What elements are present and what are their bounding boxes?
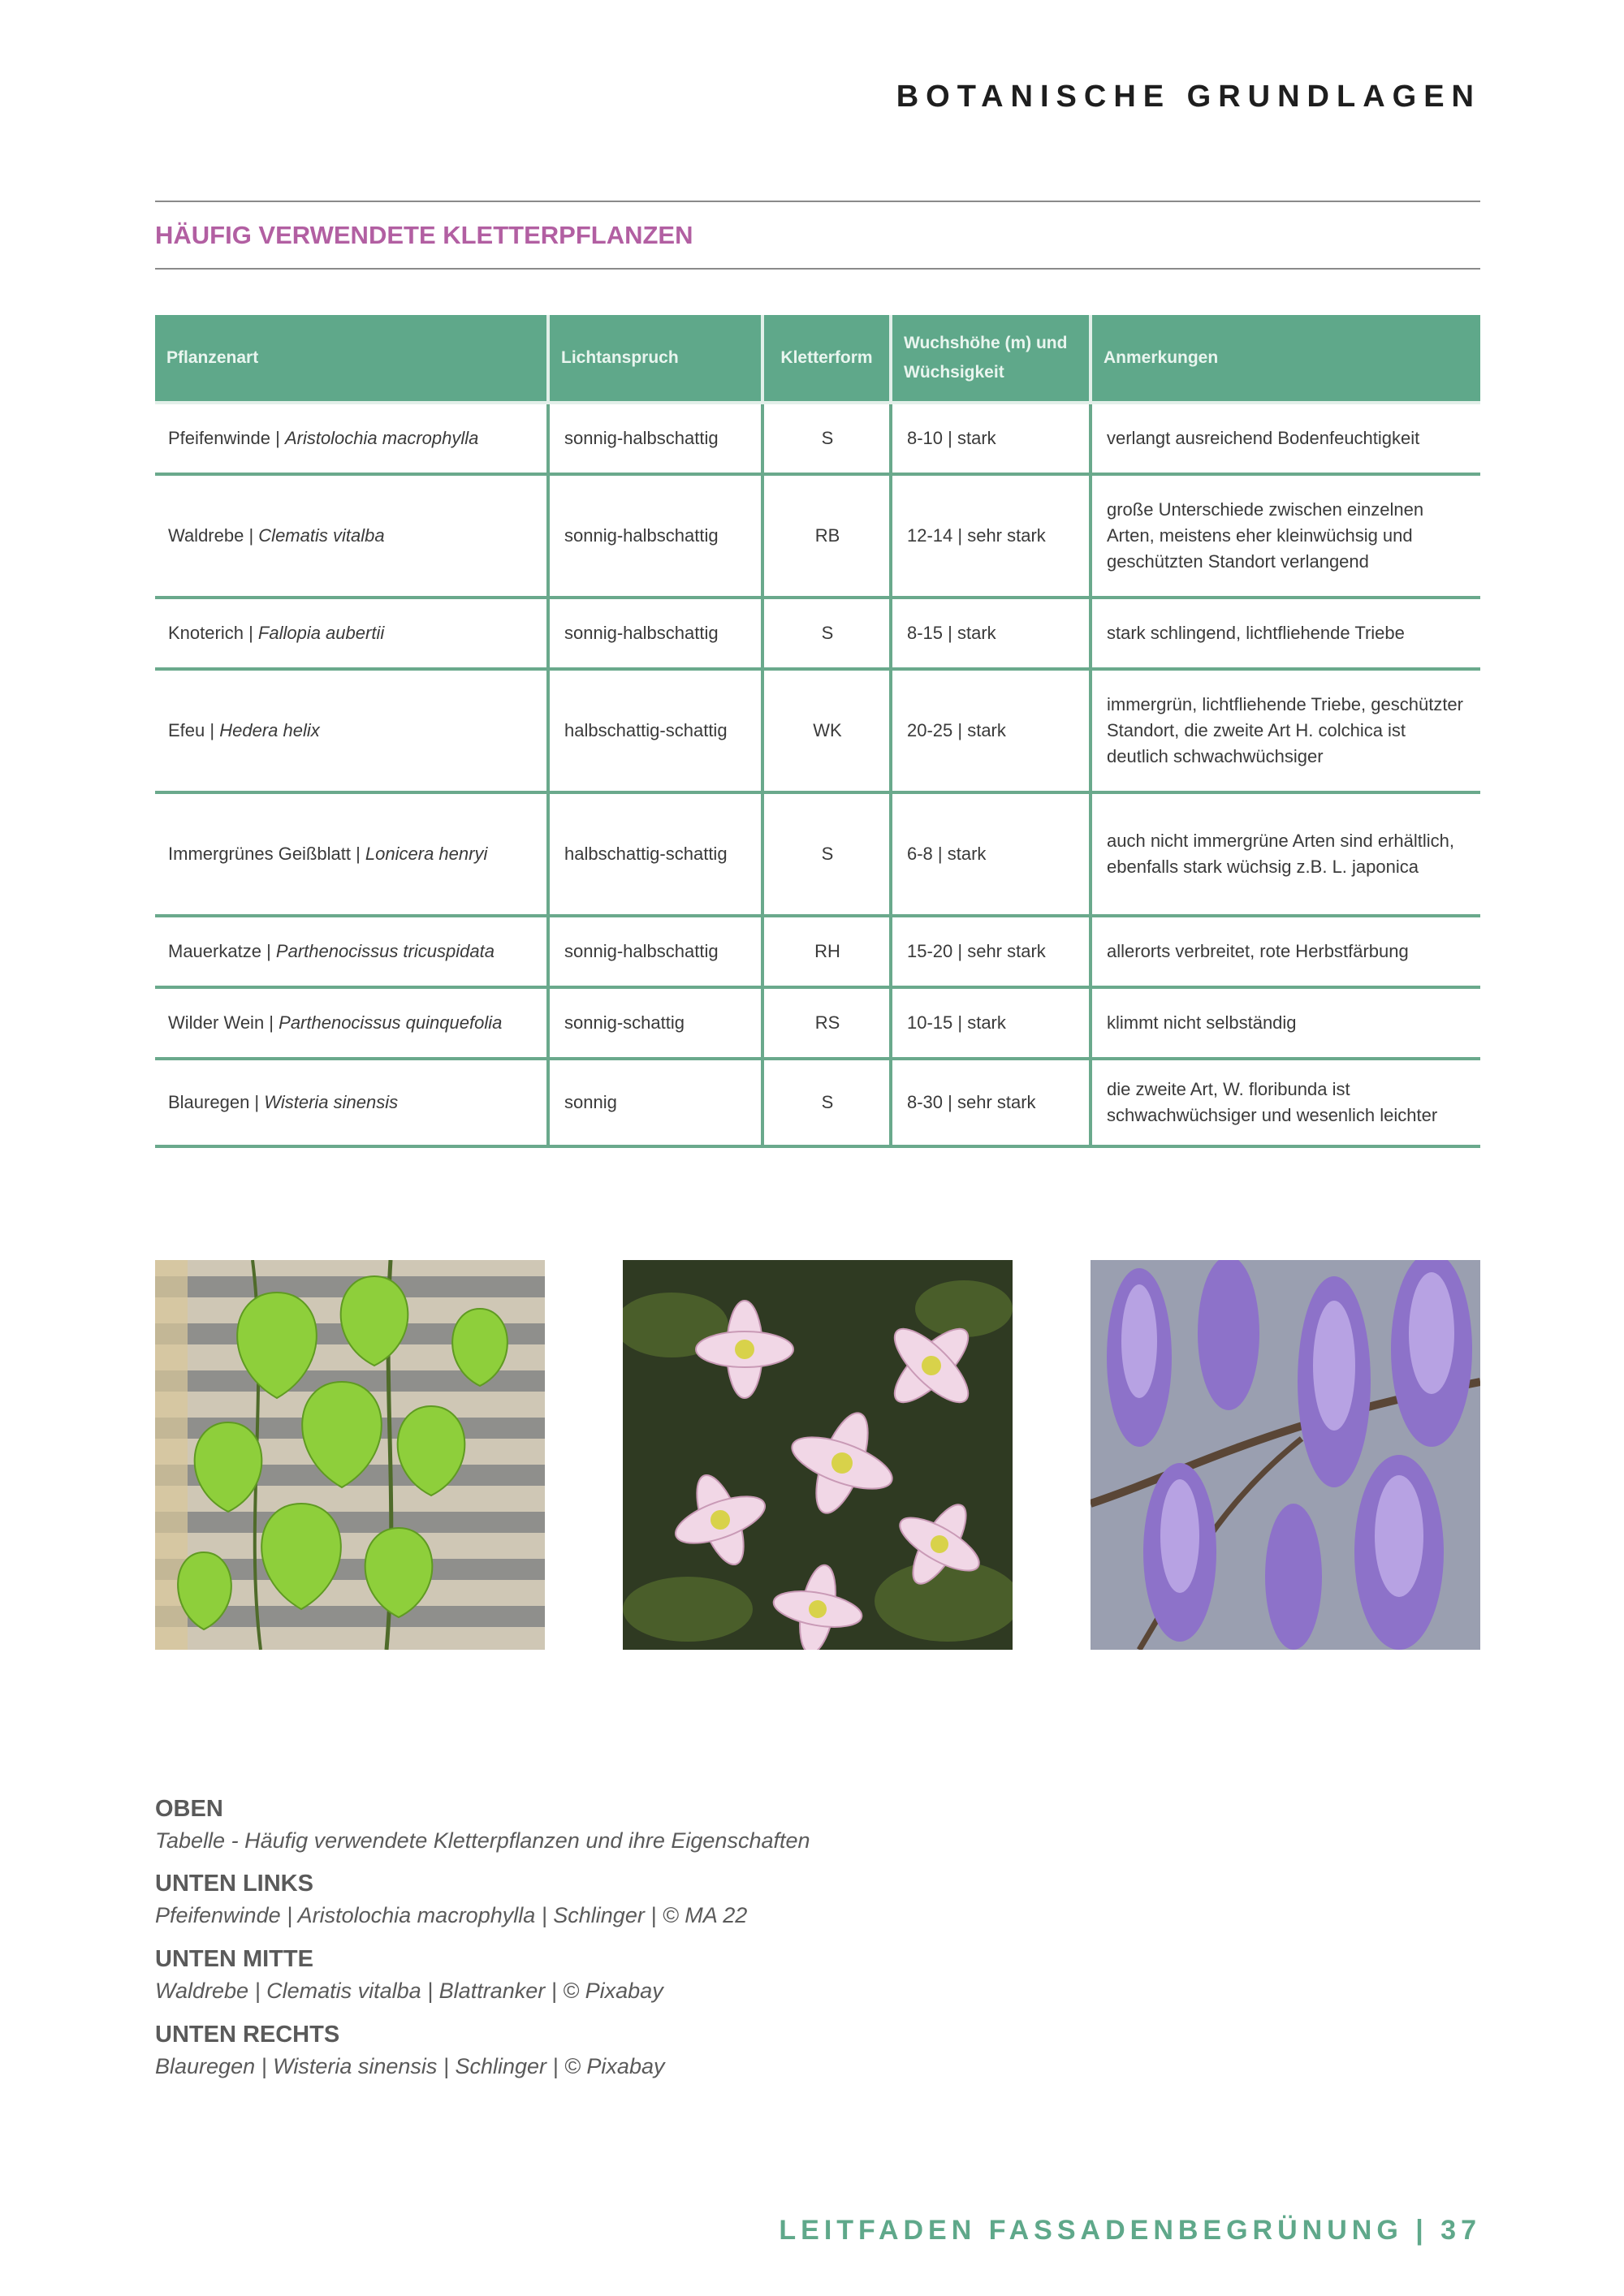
cell-plant-name: Waldrebe | Clematis vitalba bbox=[155, 474, 548, 598]
cell-notes: auch nicht immergrüne Arten sind erhältlich, ebenfalls stark wüchsig z.B. L. japonica bbox=[1091, 792, 1480, 916]
cell-growth: 15-20 | sehr stark bbox=[891, 916, 1091, 987]
cell-notes: immergrün, lichtfliehende Triebe, geschützter Standort, die zweite Art H. colchica ist deutlich schwachwüchsiger bbox=[1091, 669, 1480, 792]
caption-text-bottom-right: Blauregen | Wisteria sinensis | Schlinger | © Pixabay bbox=[155, 2054, 665, 2078]
cell-notes: klimmt nicht selbständig bbox=[1091, 987, 1480, 1059]
cell-growth: 8-10 | stark bbox=[891, 403, 1091, 474]
page-footer: LEITFADEN FASSADENBEGRÜNUNG | 37 bbox=[779, 2215, 1481, 2246]
col-header-growth: Wuchshöhe (m) und Wüchsigkeit bbox=[891, 315, 1091, 403]
caption-heading-bottom-middle: UNTEN MITTE bbox=[155, 1946, 313, 1972]
climbing-leaves-photo bbox=[155, 1260, 545, 1650]
section-title: HÄUFIG VERWENDETE KLETTERPFLANZEN bbox=[155, 221, 693, 249]
cell-growth: 10-15 | stark bbox=[891, 987, 1091, 1059]
cell-climbing-form: RB bbox=[762, 474, 891, 598]
plant-common-name: Efeu bbox=[168, 720, 205, 740]
cell-plant-name: Mauerkatze | Parthenocissus tricuspidata bbox=[155, 916, 548, 987]
col-header-climbing-form: Kletterform bbox=[762, 315, 891, 403]
table-row bbox=[155, 1059, 1480, 1146]
plant-common-name: Waldrebe bbox=[168, 525, 244, 546]
clematis-flowers-photo bbox=[623, 1260, 1013, 1650]
cell-notes: stark schlingend, lichtfliehende Triebe bbox=[1091, 598, 1480, 669]
cell-climbing-form: RS bbox=[762, 987, 891, 1059]
photo-blauregen bbox=[1091, 1260, 1480, 1650]
plant-latin-name: Hedera helix bbox=[219, 720, 320, 740]
cell-plant-name: Pfeifenwinde | Aristolochia macrophylla bbox=[155, 403, 548, 474]
cell-light: sonnig-halbschattig bbox=[548, 916, 762, 987]
cell-growth: 8-15 | stark bbox=[891, 598, 1091, 669]
cell-light: sonnig-halbschattig bbox=[548, 598, 762, 669]
photo-pfeifenwinde bbox=[155, 1260, 545, 1650]
plant-latin-name: Clematis vitalba bbox=[258, 525, 385, 546]
caption-heading-bottom-right: UNTEN RECHTS bbox=[155, 2022, 340, 2048]
plant-common-name: Immergrünes Geißblatt bbox=[168, 844, 351, 864]
plant-latin-name: Parthenocissus quinquefolia bbox=[279, 1012, 503, 1033]
cell-plant-name: Immergrünes Geißblatt | Lonicera henryi bbox=[155, 792, 548, 916]
climbing-plants-table bbox=[155, 315, 1480, 1148]
table-row bbox=[155, 669, 1480, 792]
cell-climbing-form: S bbox=[762, 792, 891, 916]
cell-notes: allerorts verbreitet, rote Herbstfärbung bbox=[1091, 916, 1480, 987]
cell-light: sonnig-schattig bbox=[548, 987, 762, 1059]
cell-plant-name: Blauregen | Wisteria sinensis bbox=[155, 1059, 548, 1146]
plant-common-name: Mauerkatze bbox=[168, 941, 261, 961]
plant-common-name: Knoterich bbox=[168, 623, 244, 643]
col-header-notes: Anmerkungen bbox=[1091, 315, 1480, 403]
cell-growth: 20-25 | stark bbox=[891, 669, 1091, 792]
table-row bbox=[155, 403, 1480, 474]
section-bottom-rule bbox=[155, 268, 1480, 270]
cell-light: sonnig-halbschattig bbox=[548, 474, 762, 598]
plant-latin-name: Parthenocissus tricuspidata bbox=[275, 941, 495, 961]
cell-climbing-form: WK bbox=[762, 669, 891, 792]
cell-light: halbschattig-schattig bbox=[548, 792, 762, 916]
table-header-row bbox=[155, 315, 1480, 403]
plant-common-name: Wilder Wein bbox=[168, 1012, 265, 1033]
photo-waldrebe bbox=[623, 1260, 1013, 1650]
section-top-rule bbox=[155, 201, 1480, 202]
plant-common-name: Blauregen bbox=[168, 1092, 250, 1112]
table-row bbox=[155, 916, 1480, 987]
plant-latin-name: Fallopia aubertii bbox=[257, 623, 385, 643]
plant-latin-name: Aristolochia macrophylla bbox=[284, 428, 479, 448]
cell-climbing-form: S bbox=[762, 1059, 891, 1146]
cell-growth: 8-30 | sehr stark bbox=[891, 1059, 1091, 1146]
cell-growth: 12-14 | sehr stark bbox=[891, 474, 1091, 598]
cell-light: halbschattig-schattig bbox=[548, 669, 762, 792]
cell-notes: große Unterschiede zwischen einzelnen Arten, meistens eher kleinwüchsig und geschützten Standort verlangend bbox=[1091, 474, 1480, 598]
cell-climbing-form: RH bbox=[762, 916, 891, 987]
cell-notes: die zweite Art, W. floribunda ist schwachwüchsiger und wesenlich leichter bbox=[1091, 1059, 1480, 1146]
cell-growth: 6-8 | stark bbox=[891, 792, 1091, 916]
wisteria-flowers-photo bbox=[1091, 1260, 1480, 1650]
plant-latin-name: Wisteria sinensis bbox=[264, 1092, 399, 1112]
cell-plant-name: Efeu | Hedera helix bbox=[155, 669, 548, 792]
caption-text-bottom-left: Pfeifenwinde | Aristolochia macrophylla | Schlinger | © MA 22 bbox=[155, 1903, 748, 1927]
caption-heading-top: OBEN bbox=[155, 1796, 223, 1822]
cell-plant-name: Knoterich | Fallopia aubertii bbox=[155, 598, 548, 669]
caption-heading-bottom-left: UNTEN LINKS bbox=[155, 1871, 313, 1897]
cell-light: sonnig-halbschattig bbox=[548, 403, 762, 474]
plant-common-name: Pfeifenwinde bbox=[168, 428, 270, 448]
plant-latin-name: Lonicera henryi bbox=[365, 844, 488, 864]
page-header-title: BOTANISCHE GRUNDLAGEN bbox=[896, 80, 1481, 114]
caption-text-bottom-middle: Waldrebe | Clematis vitalba | Blattranker | © Pixabay bbox=[155, 1979, 663, 2003]
table-row bbox=[155, 474, 1480, 598]
table-row bbox=[155, 792, 1480, 916]
cell-plant-name: Wilder Wein | Parthenocissus quinquefolia bbox=[155, 987, 548, 1059]
cell-climbing-form: S bbox=[762, 598, 891, 669]
table-row bbox=[155, 598, 1480, 669]
col-header-light: Lichtanspruch bbox=[548, 315, 762, 403]
table-row bbox=[155, 987, 1480, 1059]
caption-text-top: Tabelle - Häufig verwendete Kletterpflanzen und ihre Eigenschaften bbox=[155, 1828, 810, 1853]
cell-light: sonnig bbox=[548, 1059, 762, 1146]
col-header-plant: Pflanzenart bbox=[155, 315, 548, 403]
cell-climbing-form: S bbox=[762, 403, 891, 474]
cell-notes: verlangt ausreichend Bodenfeuchtigkeit bbox=[1091, 403, 1480, 474]
